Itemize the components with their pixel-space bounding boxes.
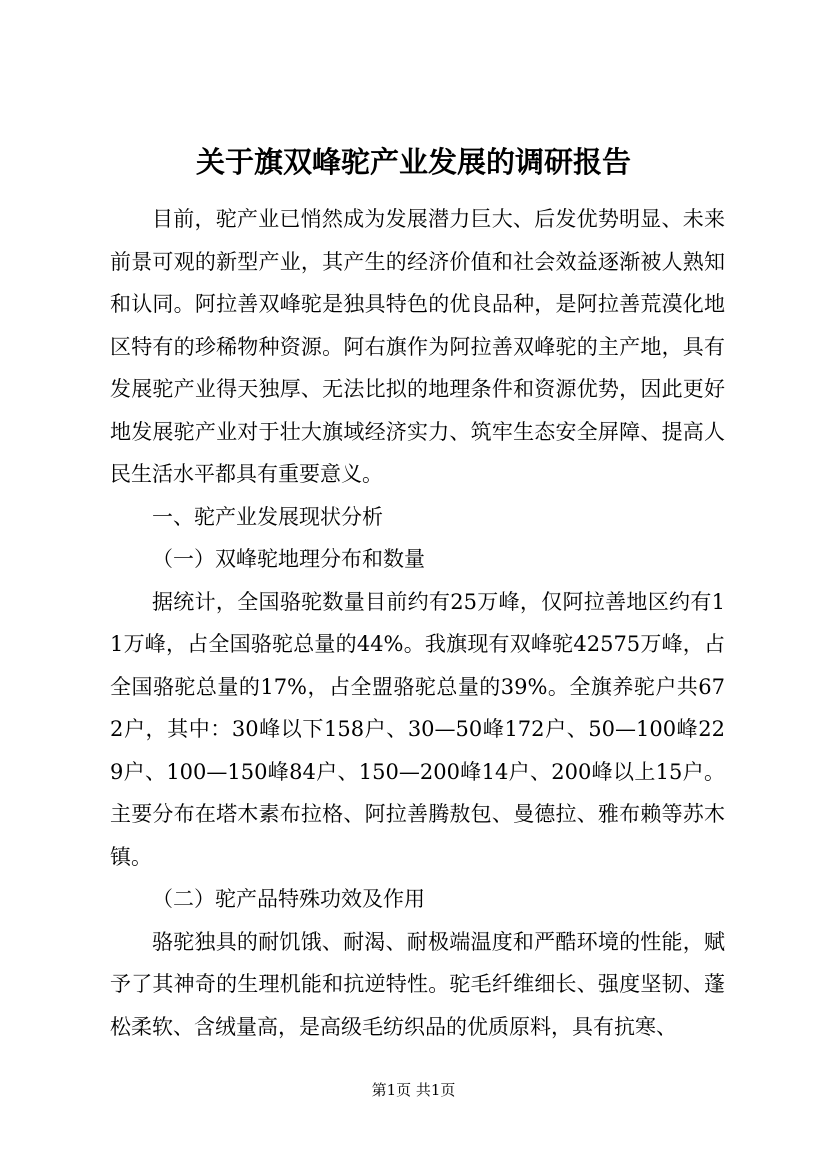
subsection-1-paragraph: 据统计，全国骆驼数量目前约有25万峰，仅阿拉善地区约有11万峰，占全国骆驼总量的44%。我旗现有双峰驼42575万峰，占全国骆驼总量的17%，占全盟骆驼总量的39%。全旗养驼户共672户，其中：30峰以下158户、30—50峰172户、50—100峰229户、100—150峰84户、150—200峰14户、200峰以上15户。主要分布在塔木素布拉格、阿拉善腾敖包、曼德拉、雅布赖等苏木镇。 (110, 589, 725, 869)
subsection-heading-2: （二）驼产品特殊功效及作用 (152, 887, 425, 911)
document-title: 关于旗双峰驼产业发展的调研报告 (195, 145, 631, 179)
subsection-heading-1: （一）双峰驼地理分布和数量 (152, 547, 425, 571)
intro-paragraph: 目前，驼产业已悄然成为发展潜力巨大、后发优势明显、未来前景可观的新型产业，其产生的经济价值和社会效益逐渐被人熟知和认同。阿拉善双峰驼是独具特色的优良品种，是阿拉善荒漠化地区特有的珍稀物种资源。阿右旗作为阿拉善双峰驼的主产地，具有发展驼产业得天独厚、无法比拟的地理条件和资源优势，因此更好地发展驼产业对于壮大旗域经济实力、筑牢生态安全屏障、提高人民生活水平都具有重要意义。 (110, 207, 725, 486)
page-number-footer: 第1页 共1页 (371, 1081, 456, 1099)
subsection-2-paragraph: 骆驼独具的耐饥饿、耐渴、耐极端温度和严酷环境的性能，赋予了其神奇的生理机能和抗逆特性。驼毛纤维细长、强度坚韧、蓬松柔软、含绒量高，是高级毛纺织品的优质原料，具有抗寒、 (110, 929, 725, 1039)
document-body (110, 198, 725, 1048)
section-heading-1: 一、驼产业发展现状分析 (152, 504, 383, 529)
